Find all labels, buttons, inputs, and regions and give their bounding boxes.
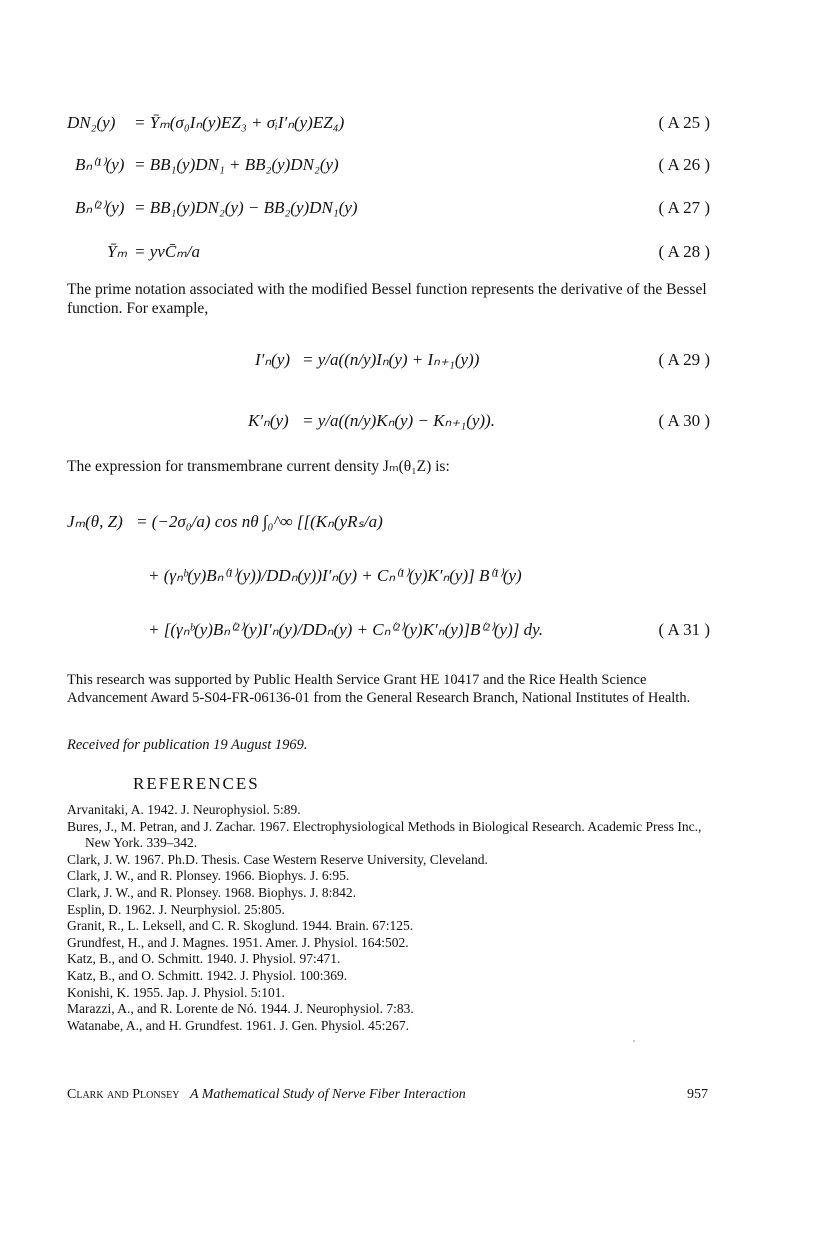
equation-lhs: DN₂(y) bbox=[67, 113, 116, 132]
equation-rhs: = Ȳₘ(σ₀Iₙ(y)EZ₃ + σᵢI′ₙ(y)EZ₄) bbox=[134, 113, 345, 132]
reference-item: Granit, R., L. Leksell, and C. R. Skoglund. 1944. Brain. 67:125. bbox=[67, 918, 414, 934]
equation-number: ( A 28 ) bbox=[658, 242, 710, 261]
equation-number: ( A 26 ) bbox=[658, 155, 710, 174]
reference-item: Katz, B., and O. Schmitt. 1940. J. Physiol. 97:471. bbox=[67, 951, 341, 967]
reference-item: Konishi, K. 1955. Jap. J. Physiol. 5:101. bbox=[67, 984, 285, 1000]
equation-a29-lhs: I′ₙ(y) bbox=[255, 350, 291, 369]
equation-number: ( A 29 ) bbox=[658, 350, 710, 369]
equation-a26-lhs: Bₙ⁽¹⁾(y) bbox=[75, 155, 125, 174]
equation-number: ( A 25 ) bbox=[658, 113, 710, 132]
reference-item: Esplin, D. 1962. J. Neurphysiol. 25:805. bbox=[67, 901, 285, 917]
equation-rhs: = y/a((n/y)Iₙ(y) + Iₙ₊₁(y)) bbox=[302, 350, 480, 369]
references-list bbox=[67, 802, 727, 1034]
equation-a27-lhs: Bₙ⁽²⁾(y) bbox=[75, 198, 125, 217]
received-date: Received for publication 19 August 1969. bbox=[67, 737, 308, 753]
equation-a31-line2: + (γₙᵇ(y)Bₙ⁽¹⁾(y))/DDₙ(y))I′ₙ(y) + Cₙ⁽¹⁾(y)K′ₙ(y)] B⁽¹⁾(y) bbox=[148, 566, 522, 585]
reference-item: Marazzi, A., and R. Lorente de Nó. 1944. J. Neurophysiol. 7:83. bbox=[67, 1001, 414, 1017]
prime-notation-paragraph: The prime notation associated with the modified Bessel function represents the derivative of the Bessel function. For example, bbox=[67, 281, 707, 317]
equation-rhs: = y/a((n/y)Kₙ(y) − Kₙ₊₁(y)). bbox=[302, 411, 495, 430]
stray-mark bbox=[633, 1040, 635, 1042]
reference-item: Clark, J. W., and R. Plonsey. 1968. Biophys. J. 8:842. bbox=[67, 884, 357, 900]
reference-item: Clark, J. W. 1967. Ph.D. Thesis. Case Western Reserve University, Cleveland. bbox=[67, 851, 488, 867]
equation-number: ( A 27 ) bbox=[658, 198, 710, 217]
reference-item: Clark, J. W., and R. Plonsey. 1966. Biophys. J. 6:95. bbox=[67, 868, 350, 884]
reference-item: Arvanitaki, A. 1942. J. Neurophysiol. 5:89. bbox=[67, 802, 301, 817]
equation-rhs: = BB₁(y)DN₂(y) − BB₂(y)DN₁(y) bbox=[134, 198, 358, 217]
footer-authors: Clark and Plonsey bbox=[67, 1087, 180, 1102]
running-footer bbox=[67, 1087, 466, 1103]
equation-a31-line3: + [(γₙᵇ(y)Bₙ⁽²⁾(y)I′ₙ(y)/DDₙ(y) + Cₙ⁽²⁾(y)K′ₙ(y)]B⁽²⁾(y)] dy. bbox=[148, 620, 543, 639]
reference-item: Grundfest, H., and J. Magnes. 1951. Amer. J. Physiol. 164:502. bbox=[67, 934, 409, 950]
acknowledgment-paragraph: This research was supported by Public Health Service Grant HE 10417 and the Rice Health Science Advancement Award 5-S04-FR-06136-01 from the General Research Branch, National Institutes of Health. bbox=[67, 672, 691, 706]
equation-number: ( A 30 ) bbox=[658, 411, 710, 430]
references-heading: REFERENCES bbox=[133, 774, 260, 793]
footer-title: A Mathematical Study of Nerve Fiber Interaction bbox=[189, 1087, 466, 1102]
reference-item: Bures, J., M. Petran, and J. Zachar. 1967. Electrophysiological Methods in Biological Research. Academic Press Inc., New York. 339–342. bbox=[67, 818, 702, 851]
page-number: 957 bbox=[687, 1087, 708, 1102]
equation-a28-lhs: Ȳₘ bbox=[107, 242, 128, 261]
current-density-intro: The expression for transmembrane current density Jₘ(θ₁Z) is: bbox=[67, 458, 450, 475]
reference-item: Watanabe, A., and H. Grundfest. 1961. J. Gen. Physiol. 45:267. bbox=[67, 1017, 409, 1033]
equation-a25 bbox=[67, 113, 115, 133]
equation-rhs: = BB₁(y)DN₁ + BB₂(y)DN₂(y) bbox=[134, 155, 339, 174]
reference-item: Katz, B., and O. Schmitt. 1942. J. Physiol. 100:369. bbox=[67, 967, 348, 983]
equation-a30-lhs: K′ₙ(y) bbox=[248, 411, 289, 430]
equation-a31-line1: = (−2σ₀/a) cos nθ ∫₀^∞ [[(Kₙ(yRₛ/a) bbox=[136, 512, 383, 531]
equation-a31-lhs: Jₘ(θ, Z) bbox=[67, 512, 123, 531]
equation-number: ( A 31 ) bbox=[658, 620, 710, 639]
equation-rhs: = yνC̄ₘ/a bbox=[134, 242, 200, 261]
